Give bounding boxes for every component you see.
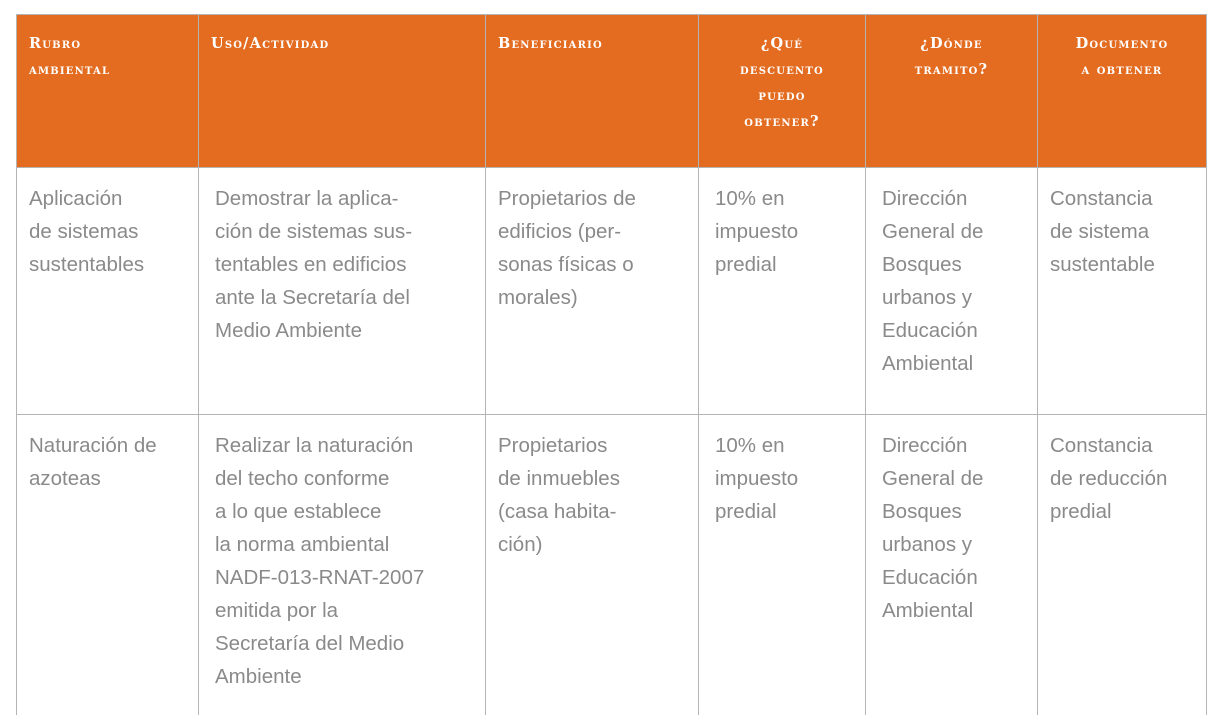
row1-documento-cell: Constancia de sistema sustentable	[1038, 168, 1207, 415]
row2-uso-cell: Realizar la naturación del techo conforme a lo que establece la norma ambiental NADF-013-RNAT-2007 emitida por la Secretaría del Medio Ambiente	[199, 415, 486, 715]
row2-documento-cell: Constancia de reducción predial	[1038, 415, 1207, 715]
row2-beneficiario-cell: Propietarios de inmuebles (casa habita- ción)	[486, 415, 699, 715]
row2-descuento-cell: 10% en impuesto predial	[699, 415, 866, 715]
header-rubro-ambiental: Rubro ambiental	[17, 15, 199, 168]
header-donde-tramito: ¿Dónde tramito?	[866, 15, 1038, 168]
row2-rubro-cell: Naturación de azoteas	[17, 415, 199, 715]
header-documento: Documento a obtener	[1038, 15, 1207, 168]
header-uso-actividad: Uso/Actividad	[199, 15, 486, 168]
row1-uso-cell: Demostrar la aplica- ción de sistemas sus- tentables en edificios ante la Secretaría del Medio Ambiente	[199, 168, 486, 415]
row1-beneficiario-cell: Propietarios de edificios (per- sonas físicas o morales)	[486, 168, 699, 415]
row1-rubro-cell: Aplicación de sistemas sustentables	[17, 168, 199, 415]
row2-tramite-cell: Dirección General de Bosques urbanos y Educación Ambiental	[866, 415, 1038, 715]
environmental-incentives-table	[16, 14, 1207, 715]
row1-descuento-cell: 10% en impuesto predial	[699, 168, 866, 415]
row1-tramite-cell: Dirección General de Bosques urbanos y Educación Ambiental	[866, 168, 1038, 415]
header-descuento: ¿Qué descuento puedo obtener?	[699, 15, 866, 168]
header-beneficiario: Beneficiario	[486, 15, 699, 168]
